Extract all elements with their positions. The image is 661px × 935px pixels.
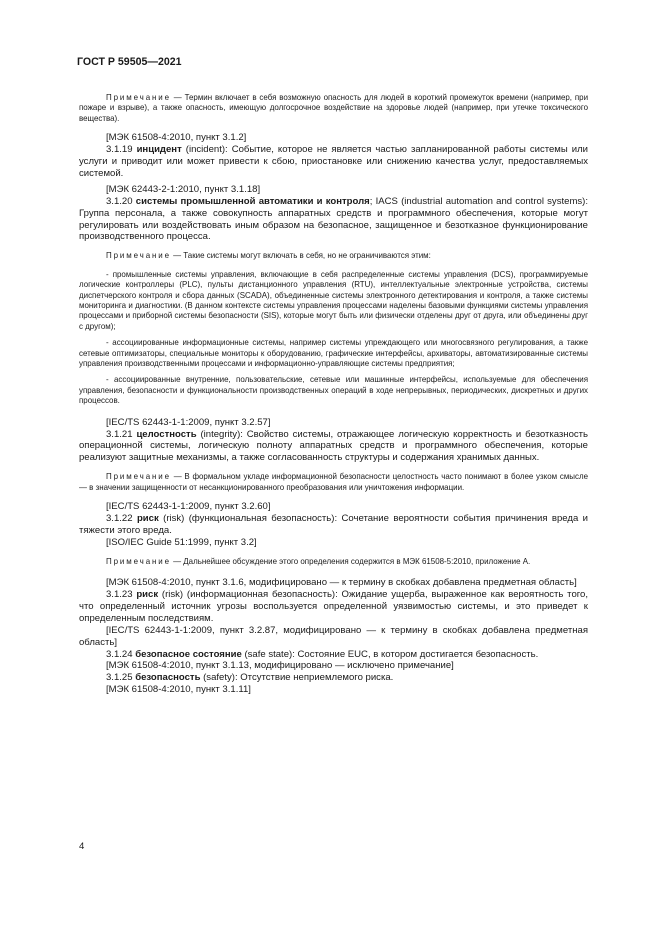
reference: [IEC/TS 62443-1-1:2009, пункт 3.2.57] [106,416,271,428]
reference: [МЭК 61508-4:2010, пункт 3.1.13, модифицировано — исключено примечание] [106,660,454,672]
term-number: 3.1.20 [106,195,136,207]
note-label: Примечание [106,472,171,482]
document-header: ГОСТ Р 59505—2021 [77,56,182,68]
term-definition: (incident): Событие, которое не является частью запланированной работы системы или услуги и приводит или может привести к сбою, приостановке или снижению качества услуг, предоставляемых системой. [79,144,588,179]
note-text: — Дальнейшее обсуждение этого определения содержится в МЭК 61508-5:2010, приложение А. [170,556,531,566]
note-text: — В формальном укладе информационной безопасности целостность часто понимают в более узком смысле — в значении защищенности от несанкционированного преобразования или уничтожения информации. [79,472,588,492]
term-name: риск [136,513,159,524]
term-entry [79,144,588,180]
document-body [79,93,588,696]
note-label: Примечание [106,93,171,102]
term-number: 3.1.24 [106,648,136,660]
note-paragraph [79,472,588,493]
term-definition: (risk) (информационная безопасность): Ожидание ущерба, выраженное как вероятность того, что определенный источник угрозы воспользуется определенной уязвимостью системы, и это приведет к определенным последствиям. [79,589,588,624]
note-paragraph [79,93,588,124]
term-number: 3.1.21 [106,428,137,440]
note-text: — Такие системы могут включать в себя, но не ограничиваются этим: [170,251,431,261]
reference: [МЭК 61508-4:2010, пункт 3.1.2] [106,132,247,144]
reference: [IEC/TS 62443-1-1:2009, пункт 3.2.87, модифицировано — к термину в скобках добавлена предметная область] [79,624,588,648]
note-paragraph [79,557,588,567]
note-label: Примечание [106,556,171,566]
term-definition: (safety): Отсутствие неприемлемого риска. [200,672,394,684]
reference: [IEC/TS 62443-1-1:2009, пункт 3.2.60] [106,501,271,513]
term-name: целостность [136,428,197,440]
list-item: - ассоциированные внутренние, пользовательские, сетевые или машинные интерфейсы, используемые для обеспечения управления, безопасности и функциональности производственных операций в ходе непрерывных, периодических, дискретных и других процессов. [79,375,588,406]
note-text: — Термин включает в себя возможную опасность для людей в короткий промежуток времени (например, при пожаре и взрыве), а также опасность, имеющую долгосрочное воздействие на здоровье людей (например, при утечке токсического вещества). [79,93,588,123]
term-entry [79,589,588,625]
term-name: риск [136,589,159,601]
term-name: системы промышленной автоматики и контроля [135,195,370,207]
note-paragraph [79,251,588,261]
term-definition: (safe state): Состояние EUC, в котором достигается безопасность. [241,648,539,660]
term-entry [79,649,588,661]
term-entry [79,429,588,465]
term-name: инцидент [136,144,182,156]
term-number: 3.1.23 [106,589,137,601]
term-definition: ; IACS (industrial automation and control systems): Группа персонала, а также совокупность аппаратных средств и программного обеспечения, которые могут регулировать или воздействовать иным образом на безопасное, защищенное и безотказное функционирование производственного процесса. [79,195,589,243]
reference: [МЭК 61508-4:2010, пункт 3.1.6, модифицировано — к термину в скобках добавлена предметная область] [106,577,577,589]
reference: [ISO/IEC Guide 51:1999, пункт 3.2] [106,536,257,548]
list-item: - промышленные системы управления, включающие в себя распределенные системы управления (DCS), программируемые логические контроллеры (PLC), пульты дистанционного управления (RTU), интеллектуальные электронные устройства, системы диспетчерского контроля и сбора данных (SCADA), объединенные системы электронного детектирования и контроля, а также системы мониторинга и диагностики. (В данном контексте системы управления процессами наделены базовыми функциями системы управления процессами и приборной системы безопасности (SIS), которые могут быть или физически отделены друг от друга, или объединены друг с другом); [79,269,588,331]
term-definition: (integrity): Свойство системы, отражающее логическую корректность и безотказность операционной системы, логическую полноту аппаратных средств и программного обеспечения, которые реализуют защитные механизмы, а также согласованность структуры и содержания хранимых данных. [79,428,588,464]
term-name: безопасность [135,672,201,684]
term-entry [79,672,588,684]
reference: [МЭК 61508-4:2010, пункт 3.1.11] [106,684,251,696]
term-number: 3.1.22 [106,513,137,524]
page-number: 4 [79,841,85,852]
reference: [МЭК 62443-2-1:2010, пункт 3.1.18] [106,183,261,195]
term-definition: (risk) (функциональная безопасность): Сочетание вероятности события причинения вреда и тяжести этого вреда. [79,513,588,536]
term-entry [79,513,588,537]
term-number: 3.1.25 [106,672,136,684]
term-name: безопасное состояние [135,648,242,660]
term-entry [79,196,588,244]
note-label: Примечание [106,251,171,261]
term-number: 3.1.19 [106,144,137,156]
list-item: - ассоциированные информационные системы, например системы упреждающего или многосвязного регулирования, а также сетевые оптимизаторы, специальные мониторы к оборудованию, графические интерфейсы, архиваторы, автоматизированные системы управления производственными процессами и информационно-управляющие системы предприятия; [79,338,588,369]
